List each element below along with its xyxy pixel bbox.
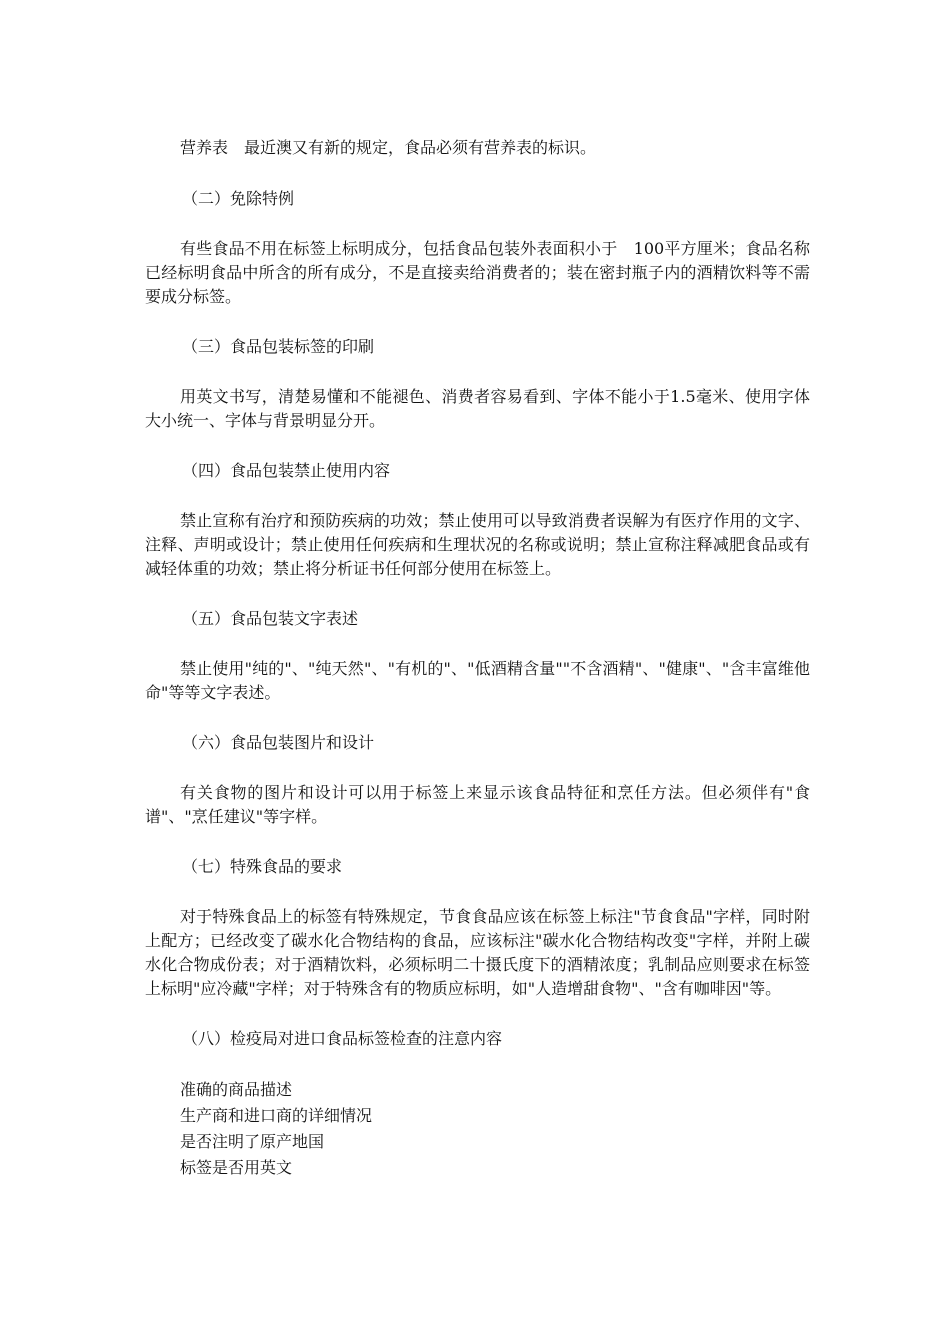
section-heading-5: （五）食品包装文字表述: [182, 609, 359, 628]
section-heading-8: （八）检疫局对进口食品标签检查的注意内容: [182, 1029, 503, 1048]
section-body-5: 禁止使用"纯的"、"纯天然"、"有机的"、"低酒精含量""不含酒精"、"健康"、"含丰富维他命"等等文字表述。: [145, 659, 810, 702]
section-heading-3: （三）食品包装标签的印刷: [182, 337, 375, 356]
section-body-7: 对于特殊食品上的标签有特殊规定，节食食品应该在标签上标注"节食食品"字样，同时附上配方；已经改变了碳水化合物结构的食品，应该标注"碳水化合物结构改变"字样，并附上碳水化合物成份表；对于酒精饮料，必须标明二十摄氏度下的酒精浓度；乳制品应则要求在标签上标明"应冷藏"字样；对于特殊含有的物质应标明，如"人造增甜食物"、"含有咖啡因"等。: [145, 907, 810, 998]
section-body-4: 禁止宣称有治疗和预防疾病的功效；禁止使用可以导致消费者误解为有医疗作用的文字、注释、声明或设计；禁止使用任何疾病和生理状况的名称或说明；禁止宣称注释减肥食品或有减轻体重的功效；禁止将分析证书任何部分使用在标签上。: [145, 511, 810, 578]
document-page: [145, 136, 810, 1181]
section-body-3: 用英文书写，清楚易懂和不能褪色、消费者容易看到、字体不能小于1.5毫米、使用字体大小统一、字体与背景明显分开。: [145, 387, 810, 430]
list-item: 生产商和进口商的详细情况: [180, 1106, 373, 1125]
inspection-checklist: [145, 1077, 810, 1181]
list-item: 是否注明了原产地国: [180, 1132, 325, 1151]
section-body-6: 有关食物的图片和设计可以用于标签上来显示该食品特征和烹任方法。但必须伴有"食谱"、"烹任建议"等字样。: [145, 783, 810, 826]
section-heading-6: （六）食品包装图片和设计: [182, 733, 375, 752]
section-heading-7: （七）特殊食品的要求: [182, 857, 343, 876]
list-item: 标签是否用英文: [180, 1158, 293, 1177]
section-heading-4: （四）食品包装禁止使用内容: [182, 461, 391, 480]
lead-paragraph: 营养表 最近澳又有新的规定，食品必须有营养表的标识。: [180, 138, 597, 157]
section-heading-2: （二）免除特例: [182, 189, 295, 208]
section-body-2: 有些食品不用在标签上标明成分，包括食品包装外表面积小于 100平方厘米；食品名称已经标明食品中所含的所有成分，不是直接卖给消费者的；装在密封瓶子内的酒精饮料等不需要成分标签。: [145, 239, 810, 306]
list-item: 准确的商品描述: [180, 1080, 293, 1099]
